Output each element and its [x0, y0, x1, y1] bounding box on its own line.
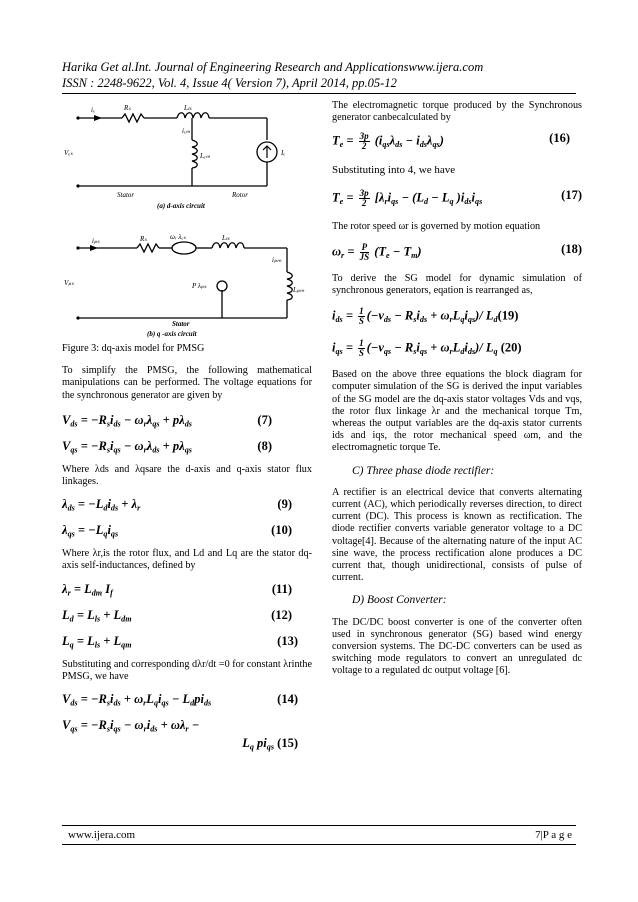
footer-page-number: 7|P a g e [535, 829, 572, 841]
header-journal: Harika Get al.Int. Journal of Engineering Research and Applicationswww.ijera.com [62, 60, 484, 74]
eq15-number: (15) [277, 736, 298, 751]
equation-18: $\omega_r$ = $\frac{P}{JS}$ $(T_e - T_m)$ (18) [332, 241, 582, 262]
fig-b-plam: P λₚₛ [192, 282, 207, 290]
fig-b-iqm: iₚₘ [272, 256, 282, 264]
equation-13: $L_q = L_{ls} + L_{qm}$ (13) [62, 633, 298, 650]
equation-8: $V_{qs} = -R_si_{qs} - \omega_r\lambda_{ds} + p\lambda_{qs}$ (8) [62, 438, 272, 455]
fig-b-rs: Rₛ [140, 235, 147, 243]
page-footer [62, 825, 576, 845]
fig-a-caption: (a) d-axis circuit [157, 202, 205, 210]
fig-b-lls: Lₗₛ [222, 234, 230, 242]
left-column [62, 343, 312, 755]
fig-a-stator: Stator [117, 191, 135, 199]
fig-b-stator: Stator [172, 320, 190, 328]
equation-15: $V_{qs} = -R_si_{qs} - \omega_ri_{ds} + \omega\lambda_r$ − $L_q$ $pi_{qs}$ (15) [62, 718, 298, 752]
figure-caption: Figure 3: dq-axis model for PMSG [62, 343, 205, 354]
left-paragraph-3: Where λr,is the rotor flux, and Ld and Lq are the stator dq-axis self-inductances, defined by [62, 548, 312, 572]
equation-9: $\lambda_{ds} = -L_di_{ds} + \lambda_r$ (9) [62, 497, 292, 513]
fig-a-lls: Lₗₛ [184, 104, 192, 112]
right-column [332, 100, 582, 678]
eq17-number: (17) [561, 187, 582, 202]
fig-a-vds: Vₑₛ [64, 149, 73, 157]
eq19-number: (19) [497, 308, 519, 323]
right-paragraph-5: Based on the above three equations the block diagram for computer simulation of the SG is derived the input variables of the SG model are the dq-axis stator voltages Vds and vqs, the rotor flux linkage λr and the mechanical torque Tm, whereas the output variables are the dq-axis stator currents ids and iqs, the rotor mechanical speed ωm, and the electromagnetic torque Te. [332, 369, 582, 454]
eq11-number: (11) [271, 581, 292, 596]
section-d-heading: D) Boost Converter: [352, 594, 447, 607]
q-axis-circuit [78, 242, 292, 318]
section-c-heading: C) Three phase diode rectifier: [352, 464, 495, 477]
d-axis-circuit [78, 113, 277, 186]
dq-axis-circuit-figure [62, 100, 312, 340]
fig-a-ldm: Lₑₘ [200, 152, 211, 160]
eq8-number: (8) [257, 438, 272, 453]
eq18-number: (18) [561, 241, 582, 256]
right-paragraph-3: The rotor speed ωr is governed by motion equation [332, 220, 541, 232]
right-paragraph-4: To derive the SG model for dynamic simulation of synchronous generators, eqation is rearranged as, [332, 272, 582, 297]
footer-url[interactable]: www.ijera.com [68, 829, 136, 841]
eq13-number: (13) [277, 633, 298, 648]
right-paragraph-1: The electromagnetic torque produced by the Synchronous generator canbecalculated by [332, 100, 582, 124]
fig-b-vqs: Vₚₛ [64, 279, 74, 287]
left-paragraph-4: Substituting and corresponding dλr/dt =0 for constant λrinthe PMSG, we have [62, 658, 312, 682]
eq9-number: (9) [277, 497, 292, 512]
eq14-number: (14) [277, 692, 298, 707]
fig-b-wr: ωᵣ λₑₛ [170, 233, 186, 241]
equation-12: $L_d = L_{ls} + L_{dm}$ (12) [62, 607, 292, 624]
fig-a-rotor: Rotor [232, 191, 248, 199]
eq10-number: (10) [271, 523, 292, 538]
equation-17: $T_e$ = $\frac{3p}{2}$ [$\lambda_ri_{qs} - (L_d - L_q$ )$i_{ds}i_{qs}$ (17) [332, 187, 582, 208]
eq20-number: (20) [500, 340, 522, 355]
fig-a-if: Iₑ [281, 149, 286, 157]
equation-11: $\lambda_r = L_{dm}$ $I_f$ (11) [62, 581, 292, 598]
right-paragraph-2: Substituting into 4, we have [332, 164, 456, 177]
equation-7: $V_{ds} = -R_si_{ds} - \omega_r\lambda_{qs} + p\lambda_{ds}$ (7) [62, 412, 272, 429]
fig-b-iqs: iₚₛ [92, 237, 100, 245]
fig-b-caption: (b) q -axis circuit [147, 330, 197, 338]
left-paragraph-2: Where λds and λqsare the d-axis and q-axis stator flux linkages. [62, 463, 312, 488]
running-header [62, 60, 483, 91]
header-rule [62, 93, 576, 94]
equation-16: $T_e$ = $\frac{3p}{2}$ $(i_{qs}\lambda_{ds} - i_{ds}\lambda_{qs})$ (16) [332, 131, 570, 152]
equation-10: $\lambda_{qs} = -L_qi_{qs}$ (10) [62, 523, 292, 539]
fig-a-idm: iₑₘ [182, 127, 191, 135]
equation-19: $i_{ds}$ = $\frac{1}{S}$ $(-v_{ds} - R_si_{ds} + \omega_rL_qi_{qs})/$ $L_d(19)$ [332, 306, 519, 327]
eq12-number: (12) [271, 607, 292, 622]
fig-b-lqm: Lₚₘ [293, 286, 305, 294]
right-paragraph-7: The DC/DC boost converter is one of the converter often used in synchronous generator (SG) based wind energy conversion systems. The DC-DC converters can be used as switching mode regulators to convert an unregulated dc voltage to a regulated dc output voltage [6]. [332, 616, 582, 677]
header-issn: ISSN : 2248-9622, Vol. 4, Issue 4( Version 7), April 2014, pp.05-12 [62, 75, 397, 90]
eq7-number: (7) [257, 412, 272, 427]
equation-14: $V_{ds} = -R_si_{ds} + \omega_rL_qi_{qs} - L_dpi_{ds}$ (14) [62, 692, 298, 708]
eq16-number: (16) [549, 131, 570, 146]
fig-a-rs: Rₛ [124, 104, 131, 112]
left-paragraph-1: To simplify the PMSG, the following mathematical manipulations can be performed. The voltage equations for the synchronous generator are given by [62, 365, 312, 401]
fig-a-ids: iₓ [91, 106, 95, 114]
right-paragraph-6: A rectifier is an electrical device that converts alternating current (AC), which periodically reverses direction, to direct current (DC). This process is known as rectification. The diode rectifier converts variable generator voltage to a DC voltage[4]. Because of the alternating nature of the input AC sine wave, the process rectification alone produces a DC current that, though unidirectional, consists of pulse of current. [332, 486, 582, 584]
equation-20: $i_{qs}$ = $\frac{1}{S}$ $(-v_{qs} - R_si_{qs} + \omega_rL_di_{ds})/$ $L_q$ (20) [332, 338, 522, 359]
